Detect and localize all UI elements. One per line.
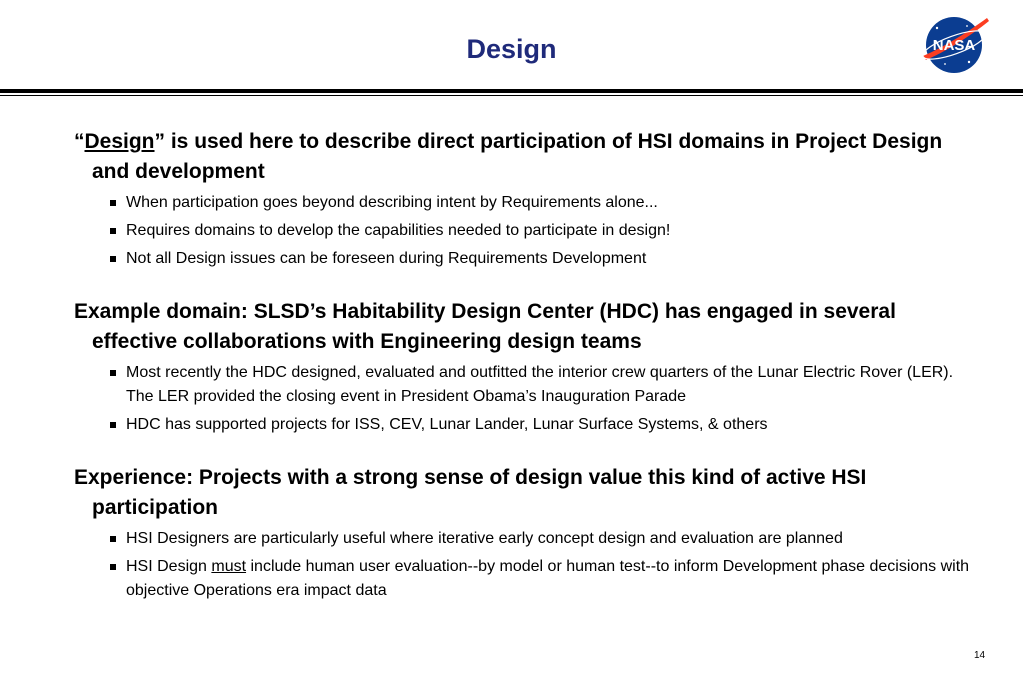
underlined-term: Design	[84, 130, 155, 153]
bullet-text: HSI Designers are particularly useful where iterative early concept design and evaluation are planned	[126, 530, 843, 547]
bullet-text: Most recently the HDC designed, evaluated and outfitted the interior crew quarters of the Lunar Electric Rover (LER). The LER provided the closing event in President Obama’s Inauguration Parade	[126, 364, 954, 405]
section-design	[74, 127, 974, 271]
bullet-item	[74, 413, 974, 437]
bullet-marker	[110, 228, 116, 234]
section-experience	[74, 463, 974, 603]
heading-text: ” is used here to describe direct participation of HSI domains in Project Design and development	[92, 130, 943, 183]
bullet-marker	[110, 200, 116, 206]
bullet-marker	[110, 536, 116, 542]
bullet-list	[74, 527, 974, 603]
header-divider-thin	[0, 95, 1023, 96]
bullet-marker	[110, 422, 116, 428]
bullet-marker	[110, 564, 116, 570]
open-quote: “	[74, 130, 85, 153]
bullet-text: include human user evaluation--by model or human test--to inform Development phase decisions with objective Operations era impact data	[126, 558, 970, 599]
bullet-item	[74, 555, 974, 603]
bullet-marker	[110, 256, 116, 262]
bullet-list	[74, 361, 974, 437]
header-divider-thick	[0, 89, 1023, 93]
bullet-text: HSI Design	[126, 558, 212, 575]
slide-title: Design	[466, 34, 557, 64]
bullet-text: Requires domains to develop the capabilities needed to participate in design!	[126, 222, 671, 239]
bullet-marker	[110, 370, 116, 376]
bullet-item	[74, 527, 974, 551]
nasa-logo	[917, 12, 991, 78]
bullet-text: Not all Design issues can be foreseen during Requirements Development	[126, 250, 647, 267]
page-number: 14	[974, 650, 986, 661]
section-example-domain	[74, 297, 974, 437]
bullet-list	[74, 191, 974, 271]
bullet-item	[74, 361, 974, 409]
section-heading: Example domain: SLSD’s Habitability Design Center (HDC) has engaged in several effective collaborations with Engineering design teams	[74, 300, 896, 353]
bullet-item	[74, 191, 974, 215]
bullet-item	[74, 247, 974, 271]
slide-body	[74, 127, 974, 629]
bullet-text: When participation goes beyond describing intent by Requirements alone...	[126, 194, 658, 211]
nasa-logo-text: NASA	[932, 37, 976, 54]
bullet-item	[74, 219, 974, 243]
section-heading: Experience: Projects with a strong sense of design value this kind of active HSI participation	[74, 466, 867, 519]
section-heading	[74, 127, 974, 187]
bullet-text: HDC has supported projects for ISS, CEV, Lunar Lander, Lunar Surface Systems, & others	[126, 416, 768, 433]
underlined-term: must	[211, 558, 247, 575]
